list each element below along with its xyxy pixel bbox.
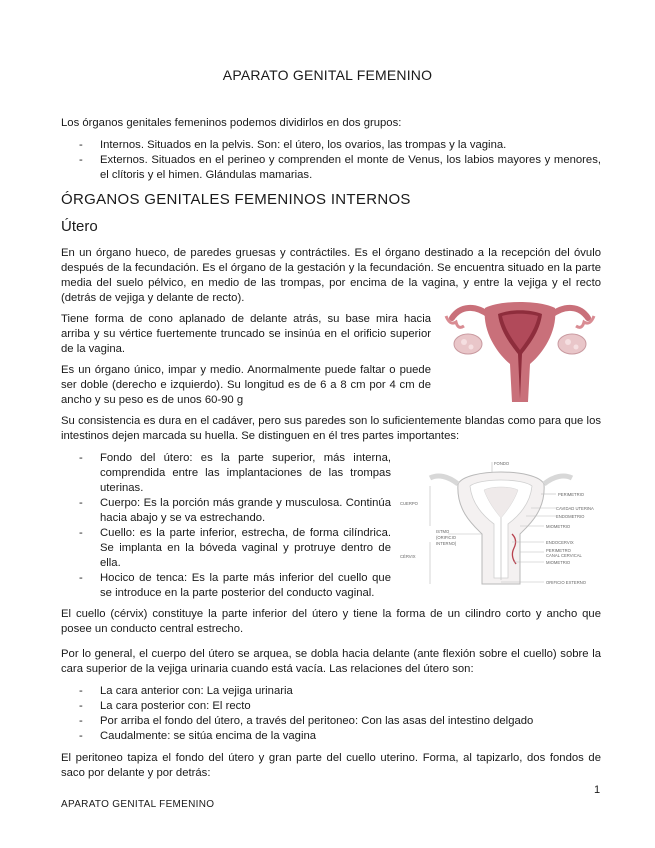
label-endometrio: ENDOMETRIO	[556, 514, 585, 519]
label-perimetro: PERIMETRO	[546, 548, 571, 553]
label-istmo-3: INTERNO)	[436, 541, 457, 546]
relations-list	[61, 684, 601, 744]
right-tube	[550, 308, 588, 318]
uterus-illustration	[440, 294, 600, 404]
list-item: - Hocico de tenca: Es la parte más inferior del cuello que se introduce en la parte posterior del conducto vaginal.	[61, 571, 391, 601]
list-item: - La cara anterior con: La vejiga urinaria	[61, 684, 601, 699]
uterus-labeled-diagram	[396, 456, 601, 596]
intro-block	[61, 116, 601, 183]
label-cuerpo: CUERPO	[400, 501, 418, 506]
page-footer: APARATO GENITAL FEMENINO	[61, 799, 215, 810]
paragraph-6: Por lo general, el cuerpo del útero se arquea, se dobla hacia delante (ante flexión sobre el cuello) sobre la cara superior de la vejiga urinaria cuando está vacía. Las relaciones del útero son:	[61, 648, 601, 675]
left-tube	[452, 308, 490, 318]
paragraph-7: El peritoneo tapiza el fondo del útero y gran parte del cuello uterino. Forma, al tapizarlo, dos fondos de saco por delante y por detrás:	[61, 752, 601, 779]
subsection-heading: Útero	[61, 218, 98, 235]
list-item: - Internos. Situados en la pelvis. Son: el útero, los ovarios, las trompas y la vagina.	[61, 138, 601, 153]
label-perimetrio: PERIMETRIO	[558, 492, 585, 497]
list-item: - Fondo del útero: es la parte superior, más interna, comprendida entre las implantaciones de las trompas uterinas.	[61, 451, 391, 496]
label-endocervix: ENDOCERVIX	[546, 540, 574, 545]
page-title: APARATO GENITAL FEMENINO	[222, 67, 433, 83]
list-item: - Cuello: es la parte inferior, estrecha, de forma cilíndrica. Se implanta en la bóveda vaginal y protruye dentro de ella.	[61, 526, 391, 571]
paragraph-4: Su consistencia es dura en el cadáver, pero sus paredes son lo suficientemente blandas como para que los intestinos dejen marcada su huella. Se distinguen en él tres partes importantes:	[61, 415, 601, 442]
paragraph-5: El cuello (cérvix) constituye la parte inferior del útero y tiene la forma de un cilindro corto y ancho que posee un conducto central estrecho.	[61, 608, 601, 635]
right-ovary	[558, 334, 586, 354]
label-cervix: CÉRVIX	[400, 554, 416, 559]
paragraph-3: Es un órgano único, impar y medio. Anormalmente puede faltar o puede ser doble (derecho e izquierdo). Su longitud es de 6 a 8 cm por 4 cm de ancho y su peso es de unos 60-90 g	[61, 364, 431, 406]
label-cavidad: CAVIDAD UTERINA	[556, 506, 594, 511]
label-orificio: ORIFICIO EXTERNO	[546, 580, 587, 585]
paragraph-1: En un órgano hueco, de paredes gruesas y contráctiles. Es el órgano destinado a la recepción del óvulo después de la fecundación. Es el órgano de la gestación y la fecundación. Se encuentra situado en la parte media del suelo pélvico, en medio de las trompas, por encima de la vagina, y entre la vejiga y el recto (detrás de vejiga y delante de recto).	[61, 247, 601, 304]
list-item: - Caudalmente: se sitúa encima de la vagina	[61, 729, 601, 744]
section-heading: ÓRGANOS GENITALES FEMENINOS INTERNOS	[61, 191, 411, 208]
list-item: - Externos. Situados en el perineo y comprenden el monte de Venus, los labios mayores y menores, el clítoris y el himen. Glándulas mamarias.	[61, 153, 601, 183]
page-number: 1	[594, 784, 601, 796]
label-canal: CANAL CERVICAL	[546, 553, 582, 558]
uterus-parts-list	[61, 451, 391, 601]
left-ovary	[454, 334, 482, 354]
paragraph-2: Tiene forma de cono aplanado de delante atrás, su base mira hacia arriba y su vértice fuertemente truncado se insinúa en el orificio superior de la vagina.	[61, 313, 431, 355]
list-item: - La cara posterior con: El recto	[61, 699, 601, 714]
list-item: - Por arriba el fondo del útero, a través del peritoneo: Con las asas del intestino delgado	[61, 714, 601, 729]
label-istmo: ISTMO	[436, 529, 450, 534]
label-fondo: FONDO	[494, 461, 510, 466]
label-istmo-2: (ORIFICIO	[436, 535, 457, 540]
label-miometrio: MIOMETRIO	[546, 524, 571, 529]
groups-list	[61, 138, 601, 183]
intro-text: Los órganos genitales femeninos podemos dividirlos en dos grupos:	[61, 117, 402, 129]
label-miometrio-2: MIOMETRIO	[546, 560, 571, 565]
list-item: - Cuerpo: Es la porción más grande y musculosa. Continúa hacia abajo y se va estrechando.	[61, 496, 391, 526]
